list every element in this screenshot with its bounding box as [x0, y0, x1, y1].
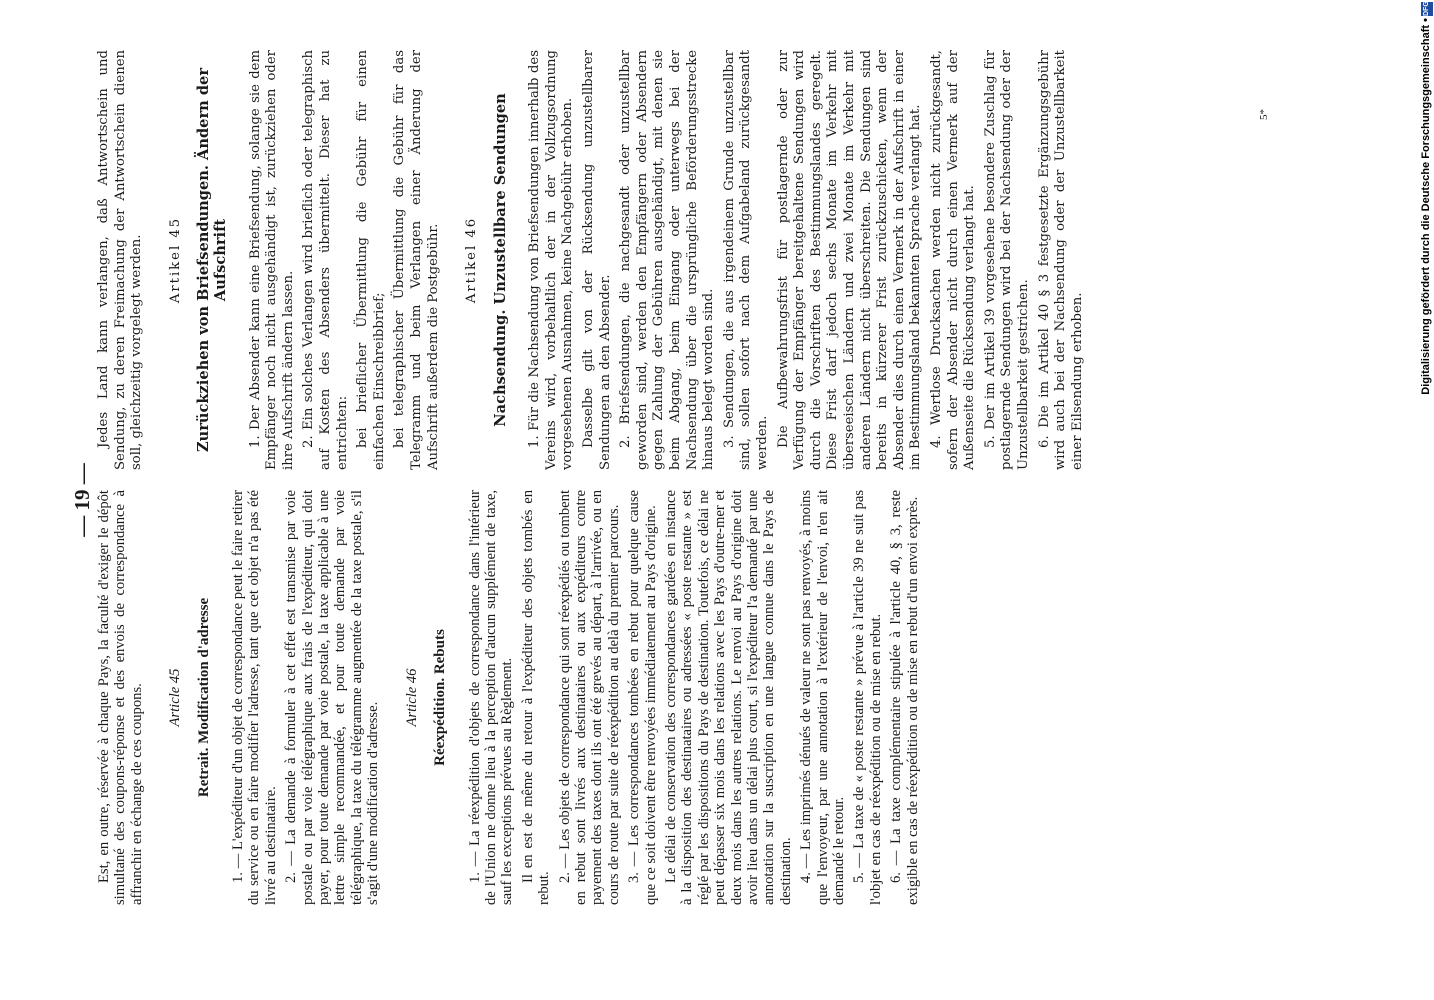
german-article-46-label: Artikel 46	[464, 216, 480, 304]
german-46-para-4: 4. Wertlose Drucksachen werden nicht zurückgesandt, sofern der Absender nicht durch einen Vermerk auf der Außenseite die Rücksendung verlangt hat.	[928, 50, 978, 470]
german-45-para-2a: bei brieflicher Übermittlung die Gebühr für einen einfachen Einschreibbrief;	[355, 50, 387, 470]
german-46-para-2: 2. Briefsendungen, die nachgesandt oder unzustellbar geworden sind, werden den Empfängern oder Absendern gegen Zahlung der Gebühren ausgehändigt, mit denen sie beim Abgang, beim Eingang oder unterwegs bei der Nachsendung über die ursprüngliche Beförderungsstrecke hinaus belegt worden sind.	[618, 50, 717, 470]
german-article-46-heading: Nachsendung. Unzustellbare Sendungen	[491, 93, 509, 427]
french-46-para-3: 3. — Les correspondances tombées en rebut pour quelque cause que ce soit doivent être renvoyées immédiatement au Pays d'origine.	[626, 490, 659, 905]
french-article-45-label: Article 45	[167, 668, 184, 727]
german-46-para-6: 6. Die im Artikel 40 § 3 festgesetzte Ergänzungsgebühr wird auch bei der Nachsendung oder der Unzustellbarkeit einer Eilsendung erhoben.	[1036, 50, 1085, 470]
page-number: — 19 —	[70, 463, 94, 537]
german-column	[96, 50, 1090, 470]
french-article-46-label: Article 46	[403, 668, 420, 727]
french-article-46-heading: Réexpédition. Rebuts	[432, 629, 449, 766]
french-46-para-4: 4. — Les imprimés dénués de valeur ne sont pas renvoyés, à moins que l'envoyeur, par une annotation à l'extérieur de l'envoi, n'en ait demandé le retour.	[798, 490, 848, 905]
french-46-para-2: 2. — Les objets de correspondance qui sont réexpédiés ou tombent en rebut sont livrés aux destinataires ou aux expéditeurs contre payement des taxes dont ils ont été grevés au départ, à l'arrivée, ou en cours de route par suite de réexpédition au delà du premier parcours.	[556, 490, 622, 905]
french-46-para-1: 1. — La réexpédition d'objets de correspondance dans l'intérieur de l'Union ne donne lieu à la perception d'aucun supplément de taxe, sauf les exceptions prévues au Règlement.	[466, 490, 516, 905]
dfg-watermark-text: Digitalisierung gefördert durch die Deutsche Forschungsgemeinschaft •	[1420, 18, 1432, 395]
french-column	[96, 490, 925, 905]
french-46-para-6: 6. — La taxe complémentaire stipulée à l'article 40, § 3, reste exigible en cas de réexpédition ou de mise en rebut d'un envoi exprès.	[888, 490, 921, 905]
french-46-para-5: 5. — La taxe de « poste restante » prévue à l'article 39 ne suit pas l'objet en cas de réexpédition ou de mise en rebut.	[851, 490, 884, 905]
dfg-watermark	[1420, 2, 1434, 998]
french-45-para-2: 2. — La demande à formuler à cet effet est transmise par voie postale ou par voie télégraphique aux frais de l'expéditeur, qui doit payer, pour toute demande par voie postale, la taxe applicable à une lettre simple recommandée, et pour toute demande par voie télégraphique, la taxe du télégramme augmentée de la taxe postale, s'il s'agit d'une modification d'adresse.	[283, 490, 382, 905]
german-45-para-1: 1. Der Absender kann eine Briefsendung, solange sie dem Empfänger noch nicht ausgehändigt ist, zurückziehen oder ihre Aufschrift ändern lassen.	[247, 50, 296, 470]
dfg-logo: DFG	[1421, 2, 1433, 16]
german-46-para-3b: Die Aufbewahrungsfrist für postlagernde oder zur Verfügung der Empfänger bereitgehaltene Sendungen wird durch die Vorschriften des Bestimmungslandes geregelt. Diese Frist darf jedoch sechs Monate im Verkehr mit überseeischen Ländern und zwei Monate im Verkehr mit anderen Ländern nicht überschreiten. Die Sendungen sind bereits in kürzerer Frist zurückzuschicken, wenn der Absender dies durch einen Vermerk in der Aufschrift in einer im Bestimmungsland bekannten Sprache verlangt hat.	[775, 50, 924, 470]
german-45-para-2: 2. Ein solches Verlangen wird brieflich oder telegraphisch auf Kosten des Absenders übermittelt. Dieser hat zu entrichten:	[301, 50, 350, 470]
french-46-para-3b: Le délai de conservation des correspondances gardées en instance à la disposition des destinataires ou adressées « poste restante » est réglé par les dispositions du Pays de destination. Toutefois, ce délai ne peut dépasser six mois dans les relations avec les Pays d'outre-mer et deux mois dans les autres relations. Le renvoi au Pays d'origine doit avoir lieu dans un délai plus court, si l'expéditeur l'a demandé par une annotation sur la suscription en une langue connue dans le Pays de destination.	[662, 490, 794, 905]
page-footnote: 5*	[1258, 109, 1270, 120]
german-article-45-label: Artikel 45	[167, 216, 183, 304]
german-intro: Jedes Land kann verlangen, daß Antwortschein und Sendung, zu deren Freimachung der Antwortschein dienen soll, gleichzeitig vorgelegt werden.	[96, 50, 145, 470]
french-46-para-1b: Il en est de même du retour à l'expéditeur des objets tombés en rebut.	[519, 490, 553, 905]
german-46-para-5: 5. Der im Artikel 39 vorgesehene besondere Zuschlag für postlagernde Sendungen wird bei der Nachsendung oder der Unzustellbarkeit gestrichen.	[982, 50, 1031, 470]
german-45-para-2b: bei telegraphischer Übermittlung die Gebühr für das Telegramm und beim Verlangen einer Änderung der Aufschrift außerdem die Postgebühr.	[392, 50, 441, 470]
german-46-para-3: 3. Sendungen, die aus irgendeinem Grunde unzustellbar sind, sollen sofort nach dem Aufgabeland zurückgesandt werden.	[721, 50, 770, 470]
french-intro: Est, en outre, réservée à chaque Pays, la faculté d'exiger le dépôt simultané des coupons-réponse et des envois de correspondance à affranchir en échange de ces coupons.	[96, 490, 145, 905]
german-46-para-1b: Dasselbe gilt von der Rücksendung unzustellbarer Sendungen an den Absender.	[581, 50, 613, 470]
german-46-para-1: 1. Für die Nachsendung von Briefsendungen innerhalb des Vereins wird, vorbehaltlich der in der Vollzugsordnung vorgesehenen Ausnahmen, keine Nachgebühr erhoben.	[527, 50, 576, 470]
german-article-45-heading: Zurückziehen von Briefsendungen. Ändern der Aufschrift	[195, 67, 229, 453]
french-45-para-1: 1. — L'expéditeur d'un objet de correspondance peut le faire retirer du service ou en faire modifier l'adresse, tant que cet objet n'a pas été livré au destinataire.	[230, 490, 279, 905]
french-article-45-heading: Retrait. Modification d'adresse	[195, 597, 212, 798]
